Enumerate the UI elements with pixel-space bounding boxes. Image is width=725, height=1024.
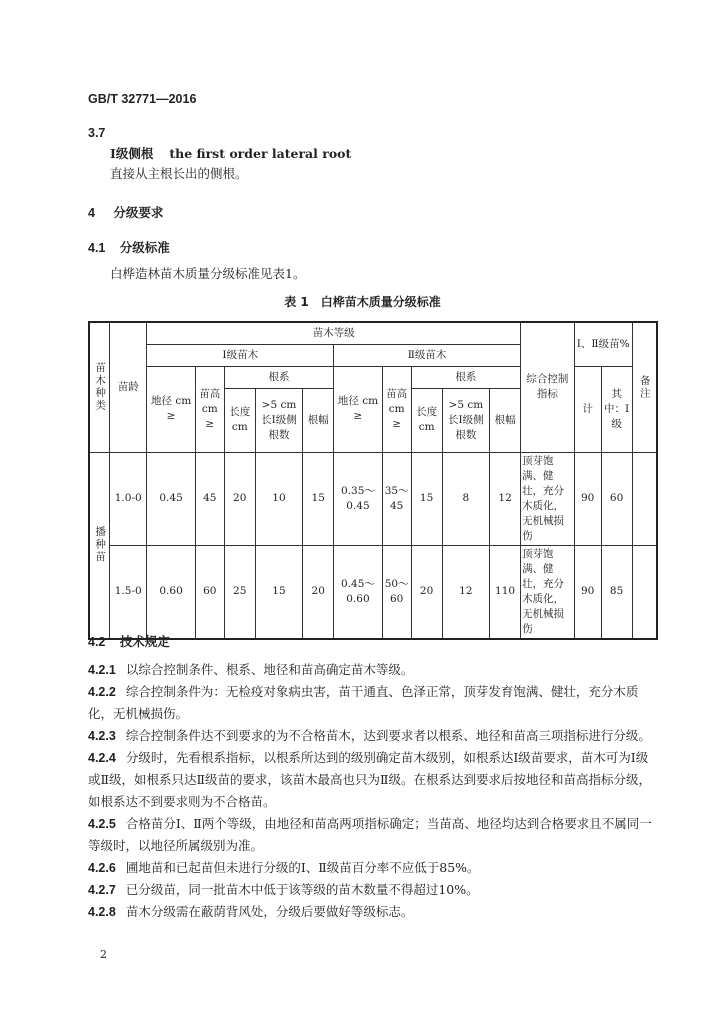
header-note: 备注	[632, 322, 657, 452]
header-height-1: 苗高 cm ≥	[195, 366, 224, 452]
header-root-2: 根系	[411, 366, 520, 388]
age-cell: 1.0-0	[110, 452, 147, 545]
table-row	[89, 545, 657, 639]
total-cell: 90	[574, 452, 601, 545]
g1-percent-cell: 60	[601, 452, 632, 545]
clause-4-2-8: 4.2.8 苗木分级需在蔽荫背风处，分级后要做好等级标志。	[88, 904, 414, 919]
header-control: 综合控制指标	[521, 322, 575, 452]
section-4-2-heading	[88, 632, 170, 650]
g2-height-cell: 35～45	[382, 452, 411, 545]
control-cell: 顶芽饱满、健壮，充分木质化，无机械损伤	[521, 545, 575, 639]
section-title: 分级标准	[119, 240, 170, 255]
section-number: 4	[88, 206, 95, 220]
g2-width-cell: 12	[490, 452, 521, 545]
section-title: 技术规定	[119, 634, 170, 649]
note-cell	[632, 452, 657, 545]
header-grade-2: Ⅱ级苗木	[334, 344, 521, 366]
clause-4-2-7: 4.2.7 已分级苗，同一批苗木中低于该等级的苗木数量不得超过10%。	[88, 882, 479, 897]
header-lateral-1: >5 cm 长Ⅰ级侧根数	[255, 388, 303, 452]
term-zh: Ⅰ级侧根	[110, 146, 154, 161]
page-number: 2	[100, 948, 107, 961]
header-length-2: 长度 cm	[411, 388, 442, 452]
g2-length-cell: 15	[411, 452, 442, 545]
header-grade: 苗木等级	[147, 322, 521, 344]
clause-4-2-4: 4.2.4 分级时，先看根系指标，以根系所达到的级别确定苗木级别，如根系达Ⅰ级苗要求，苗木可为Ⅰ级或Ⅱ级，如根系只达Ⅱ级苗的要求，该苗木最高也只为Ⅱ级。在根系达到要求后按地径和苗高指标分级，如根系达不到要求则为不合格苗。	[88, 750, 651, 809]
header-total: 计	[574, 366, 601, 452]
table-row	[89, 452, 657, 545]
g2-lateral-cell: 12	[442, 545, 490, 639]
header-height-2: 苗高 cm ≥	[382, 366, 411, 452]
header-root-1: 根系	[224, 366, 333, 388]
header-width-1: 根幅	[303, 388, 334, 452]
section-title: 分级要求	[113, 205, 164, 220]
header-width-2: 根幅	[490, 388, 521, 452]
g1-diameter-cell: 0.45	[147, 452, 196, 545]
g1-length-cell: 25	[224, 545, 255, 639]
section-number: 4.1	[88, 241, 106, 255]
section-number: 4.2	[88, 635, 106, 649]
g2-lateral-cell: 8	[442, 452, 490, 545]
header-diameter-1: 地径 cm ≥	[147, 366, 196, 452]
table-caption: 表 1 白桦苗木质量分级标准	[284, 295, 441, 309]
g2-diameter-cell: 0.45～0.60	[334, 545, 383, 639]
term-heading	[110, 144, 351, 162]
section-4-heading	[88, 203, 163, 221]
note-cell	[632, 545, 657, 639]
age-cell: 1.5-0	[110, 545, 147, 639]
header-species: 苗木种类	[89, 322, 110, 452]
term-definition: 直接从主根长出的侧根。	[110, 166, 248, 181]
g1-percent-cell: 85	[601, 545, 632, 639]
header-percent: Ⅰ、Ⅱ级苗%	[574, 322, 632, 366]
g1-width-cell: 20	[303, 545, 334, 639]
header-grade-1: Ⅰ级苗木	[147, 344, 334, 366]
section-4-1-text: 白桦造林苗木质量分级标准见表1。	[110, 266, 306, 281]
clause-4-2-1: 4.2.1 以综合控制条件、根系、地径和苗高确定苗木等级。	[88, 662, 414, 677]
g2-width-cell: 110	[490, 545, 521, 639]
standard-number: GB/T 32771—2016	[88, 92, 197, 106]
control-cell: 顶芽饱满、健壮，充分木质化，无机械损伤	[521, 452, 575, 545]
clause-4-2-3: 4.2.3 综合控制条件达不到要求的为不合格苗木，达到要求者以根系、地径和苗高三项指标进行分级。	[88, 728, 651, 743]
grading-table	[88, 321, 658, 640]
header-length-1: 长度 cm	[224, 388, 255, 452]
g1-width-cell: 15	[303, 452, 334, 545]
clause-4-2-2: 4.2.2 综合控制条件为：无检疫对象病虫害，苗干通直、色泽正常，顶芽发育饱满、健壮，充分木质化，无机械损伤。	[88, 684, 639, 721]
section-4-1-heading	[88, 238, 170, 256]
g2-height-cell: 50～60	[382, 545, 411, 639]
header-of-which: 其中：Ⅰ级	[601, 366, 632, 452]
clause-4-2-6: 4.2.6 圃地苗和已起苗但未进行分级的Ⅰ、Ⅱ级苗百分率不应低于85%。	[88, 860, 480, 875]
species-cell: 播种苗	[89, 452, 110, 639]
g1-length-cell: 20	[224, 452, 255, 545]
total-cell: 90	[574, 545, 601, 639]
g2-length-cell: 20	[411, 545, 442, 639]
g1-lateral-cell: 15	[255, 545, 303, 639]
g1-diameter-cell: 0.60	[147, 545, 196, 639]
clause-4-2-5: 4.2.5 合格苗分Ⅰ、Ⅱ两个等级，由地径和苗高两项指标确定；当苗高、地径均达到合格要求且不属同一等级时，以地径所属级别为准。	[88, 816, 652, 853]
header-age: 苗龄	[110, 322, 147, 452]
clause-number-3-7: 3.7	[88, 126, 106, 140]
header-diameter-2: 地径 cm ≥	[334, 366, 383, 452]
term-en: the first order lateral root	[169, 146, 352, 161]
g1-lateral-cell: 10	[255, 452, 303, 545]
header-lateral-2: >5 cm 长Ⅰ级侧根数	[442, 388, 490, 452]
g2-diameter-cell: 0.35～0.45	[334, 452, 383, 545]
g1-height-cell: 45	[195, 452, 224, 545]
g1-height-cell: 60	[195, 545, 224, 639]
